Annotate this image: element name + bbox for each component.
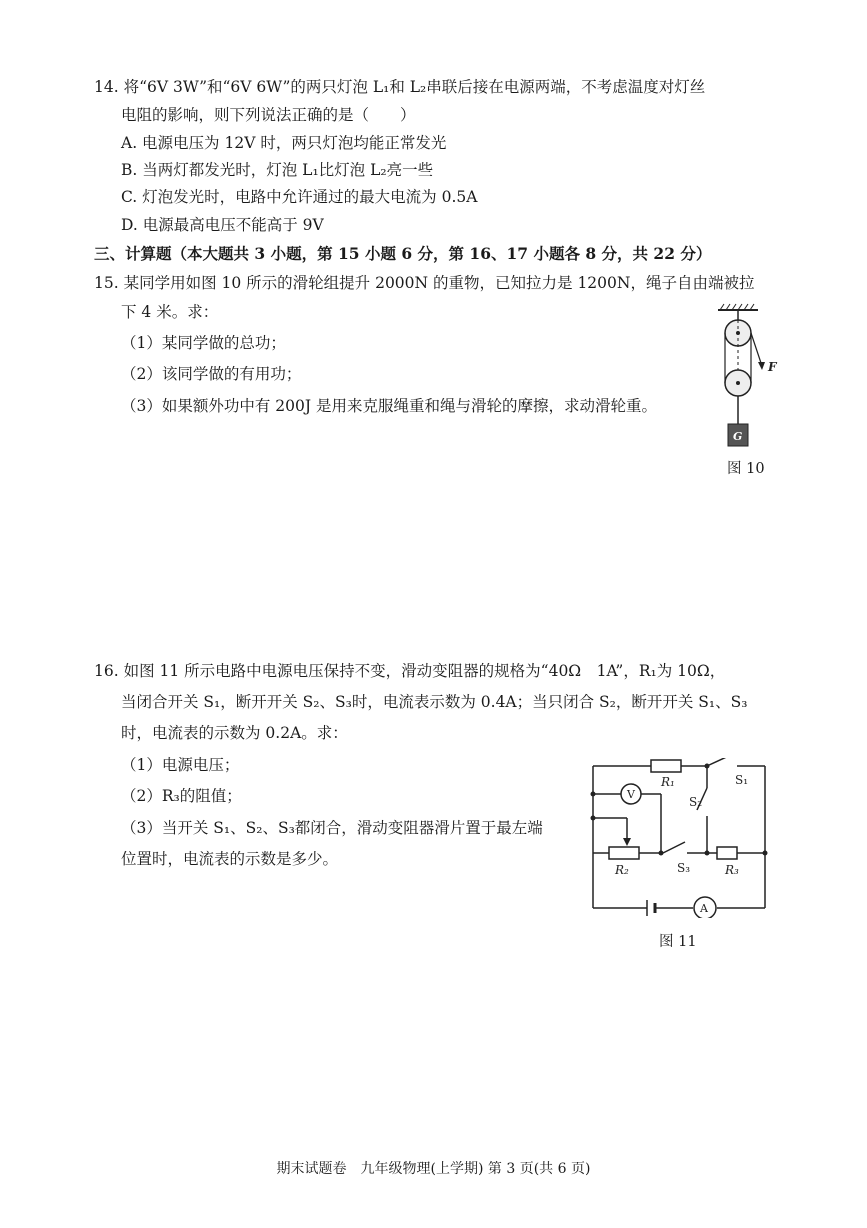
q15-line2: 下 4 米。求： (121, 303, 219, 321)
q15-part3: （3）如果额外功中有 200J 是用来克服绳重和绳与滑轮的摩擦，求动滑轮重。 (121, 397, 658, 415)
section-header: 三、计算题（本大题共 3 小题，第 15 小题 6 分，第 16、17 小题各 8 分，共 22 分） (94, 244, 712, 263)
pulley-figure (712, 300, 782, 452)
q14-line1: 14. 将“6V 3W”和“6V 6W”的两只灯泡 L₁和 L₂串联后接在电源两端，不考虑温度对灯丝 (94, 78, 706, 96)
q15-part1: （1）某同学做的总功； (121, 334, 286, 352)
s3-label: S₃ (677, 861, 691, 875)
weight-label: G (733, 430, 743, 443)
s1-label: S₁ (735, 773, 749, 787)
q16-part3-line1: （3）当开关 S₁、S₂、S₃都闭合，滑动变阻器滑片置于最左端 (121, 819, 543, 837)
resistor-r3 (717, 847, 737, 859)
page-footer: 期末试题卷 九年级物理(上学期) 第 3 页(共 6 页) (276, 1161, 591, 1177)
q15-line1: 15. 某同学用如图 10 所示的滑轮组提升 2000N 的重物，已知拉力是 1200N，绳子自由端被拉 (94, 274, 755, 292)
q14-option-b: B. 当两灯都发光时，灯泡 L₁比灯泡 L₂亮一些 (121, 161, 434, 179)
force-label: F (768, 360, 777, 374)
q16-line1: 16. 如图 11 所示电路中电源电压保持不变，滑动变阻器的规格为“40Ω 1A”，R₁为 10Ω， (94, 662, 726, 680)
resistor-r1 (651, 760, 681, 772)
circuit-figure (585, 758, 775, 918)
q16-line2: 当闭合开关 S₁，断开开关 S₂、S₃时，电流表示数为 0.4A；当只闭合 S₂，断开开关 S₁、S₃ (121, 693, 748, 711)
r2-label: R₂ (615, 863, 629, 877)
s2-label: S₂ (689, 795, 703, 809)
q16-part2: （2）R₃的阻值； (121, 787, 242, 805)
figure10-caption: 图 10 (727, 461, 765, 477)
ammeter-label: A (700, 902, 708, 915)
r1-label: R₁ (661, 775, 675, 789)
figure11-caption: 图 11 (659, 934, 697, 950)
q14-option-d: D. 电源最高电压不能高于 9V (121, 216, 324, 234)
q14-option-c: C. 灯泡发光时，电路中允许通过的最大电流为 0.5A (121, 188, 478, 206)
q14-option-a: A. 电源电压为 12V 时，两只灯泡均能正常发光 (121, 134, 447, 152)
q16-line3: 时，电流表的示数为 0.2A。求： (121, 724, 348, 742)
voltmeter-label: V (627, 788, 635, 801)
q16-part3-line2: 位置时，电流表的示数是多少。 (121, 850, 339, 868)
q16-part1: （1）电源电压； (121, 756, 240, 774)
q14-line2: 电阻的影响，则下列说法正确的是（ ） (121, 106, 416, 124)
q15-part2: （2）该同学做的有用功； (121, 365, 302, 383)
r3-label: R₃ (725, 863, 739, 877)
rheostat-r2 (609, 847, 639, 859)
